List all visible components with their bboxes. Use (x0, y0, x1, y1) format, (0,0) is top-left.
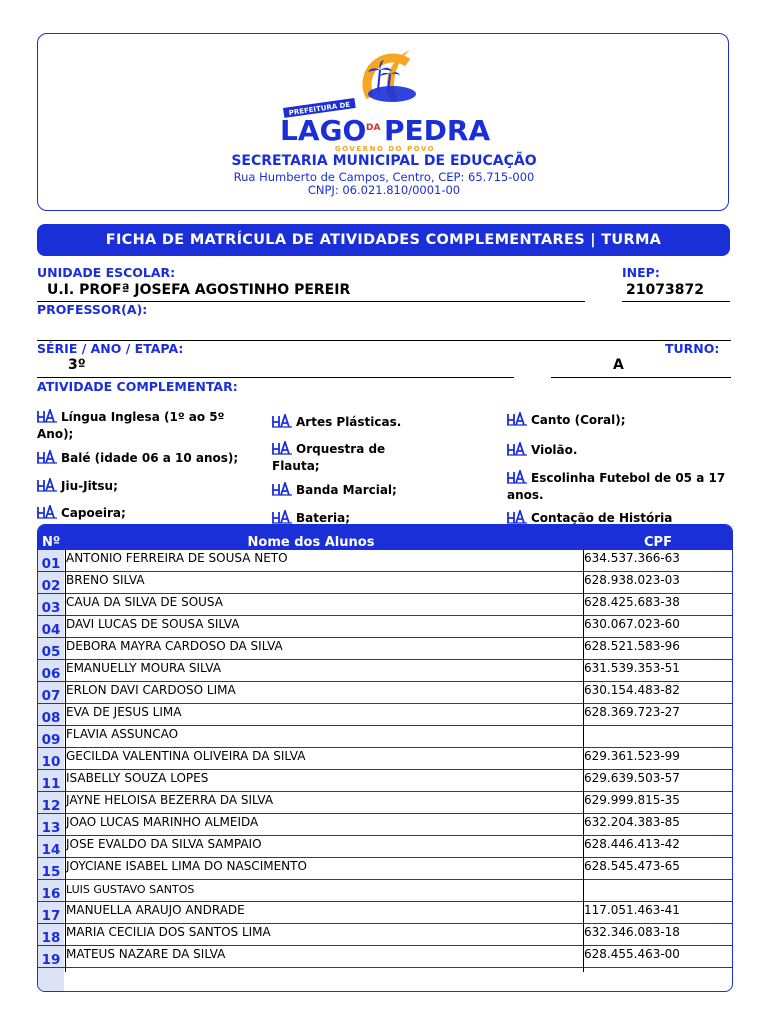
logo-lago-text: LAGO (280, 114, 367, 147)
checkbox-mark-icon (37, 478, 57, 492)
student-name: CAUA DA SILVA DE SOUSA (66, 595, 223, 609)
inep-label: INEP: (622, 265, 660, 280)
activity-canto-coral[interactable] (507, 412, 732, 429)
student-name: BRENO SILVA (66, 573, 145, 587)
table-row (38, 682, 732, 704)
inep-underline (622, 301, 730, 302)
row-number: 03 (41, 600, 61, 616)
row-number: 14 (41, 842, 61, 858)
table-row (38, 616, 732, 638)
row-number: 08 (41, 710, 61, 726)
row-number: 06 (41, 666, 61, 682)
student-name: LUIS GUSTAVO SANTOS (66, 883, 195, 896)
student-name: EVA DE JESUS LIMA (66, 705, 182, 719)
logo-governo-text: GOVERNO DO POVO (334, 145, 436, 153)
table-row (38, 594, 732, 616)
activity-label: Balé (idade 06 a 10 anos); (61, 451, 239, 465)
header-name: Nome dos Alunos (247, 535, 375, 550)
logo-prefeitura-text: PREFEITURA DE (288, 100, 351, 118)
row-number: 10 (41, 754, 61, 770)
activity-label: Banda Marcial; (296, 483, 397, 497)
table-row (38, 638, 732, 660)
student-cpf: 630.154.483-82 (584, 683, 680, 697)
table-row (38, 572, 732, 594)
activity-lingua-inglesa[interactable] (37, 409, 252, 443)
address-text: Rua Humberto de Campos, Centro, CEP: 65.715-000 (233, 170, 535, 184)
student-name: DAVI LUCAS DE SOUSA SILVA (66, 617, 240, 631)
activity-banda-marcial[interactable] (272, 482, 492, 499)
student-name: JOYCIANE ISABEL LIMA DO NASCIMENTO (66, 859, 307, 873)
activity-capoeira[interactable] (37, 505, 252, 522)
student-cpf: 629.361.523-99 (584, 749, 680, 763)
checkbox-mark-icon (37, 505, 57, 519)
student-name: ISABELLY SOUZA LOPES (66, 771, 209, 785)
students-table (37, 524, 733, 992)
student-cpf: 628.446.413-42 (584, 837, 680, 851)
table-row (38, 770, 732, 792)
checkbox-mark-icon (507, 470, 527, 484)
row-number: 15 (41, 864, 61, 880)
checkbox-mark-icon (507, 442, 527, 456)
turno-value: A (613, 357, 624, 373)
checkbox-mark-icon (507, 510, 527, 524)
table-row (38, 858, 732, 880)
turno-underline (551, 377, 731, 378)
inep-value: 21073872 (626, 282, 704, 298)
student-cpf: 628.521.583-96 (584, 639, 680, 653)
column-divider (583, 550, 584, 972)
turno-label: TURNO: (665, 341, 720, 356)
serie-value: 3º (68, 357, 86, 373)
row-number: 17 (41, 908, 61, 924)
student-name: GECILDA VALENTINA OLIVEIRA DA SILVA (66, 749, 306, 763)
student-cpf: 628.425.683-38 (584, 595, 680, 609)
student-name: MATEUS NAZARE DA SILVA (66, 947, 226, 961)
student-name: ERLON DAVI CARDOSO LIMA (66, 683, 236, 697)
student-cpf: 632.346.083-18 (584, 925, 680, 939)
student-name: MARIA CECILIA DOS SANTOS LIMA (66, 925, 271, 939)
row-number: 18 (41, 930, 61, 946)
cnpj-text: CNPJ: 06.021.810/0001-00 (307, 183, 461, 197)
activity-label: Violão. (531, 443, 578, 457)
row-number: 11 (41, 776, 61, 792)
unidade-value: U.I. PROFª JOSEFA AGOSTINHO PEREIR (47, 282, 351, 298)
activity-orquestra-flauta[interactable] (272, 441, 412, 475)
table-row (38, 660, 732, 682)
activity-label: Canto (Coral); (531, 413, 626, 427)
serie-underline (37, 377, 514, 378)
student-cpf: 629.639.503-57 (584, 771, 680, 785)
logo-da-text: DA (366, 123, 381, 133)
activity-label: Jiu-Jitsu; (61, 479, 118, 493)
activity-violao[interactable] (507, 442, 732, 459)
checkbox-mark-icon (272, 414, 292, 428)
activity-label: Escolinha Futebol de 05 a 17 anos. (507, 471, 726, 502)
row-number: 16 (41, 886, 61, 902)
row-number: 12 (41, 798, 61, 814)
professor-label: PROFESSOR(A): (37, 302, 148, 317)
student-name: FLAVIA ASSUNCAO (66, 727, 179, 741)
student-name: EMANUELLY MOURA SILVA (66, 661, 222, 675)
activity-jiu-jitsu[interactable] (37, 478, 252, 495)
serie-label: SÉRIE / ANO / ETAPA: (37, 341, 184, 356)
row-number: 04 (41, 622, 61, 638)
activity-bale[interactable] (37, 450, 267, 467)
header-num: Nº (42, 535, 61, 550)
checkbox-mark-icon (507, 412, 527, 426)
student-cpf: 634.537.366-63 (584, 551, 680, 565)
student-name: JOAO LUCAS MARINHO ALMEIDA (66, 815, 259, 829)
table-row (38, 924, 732, 946)
activity-artes-plasticas[interactable] (272, 414, 492, 431)
table-row (38, 836, 732, 858)
table-row (38, 946, 732, 968)
activity-label: Artes Plásticas. (296, 415, 402, 429)
student-name: DEBORA MAYRA CARDOSO DA SILVA (66, 639, 283, 653)
student-name: JOSE EVALDO DA SILVA SAMPAIO (66, 837, 262, 851)
unidade-label: UNIDADE ESCOLAR: (37, 265, 176, 280)
student-cpf: 629.999.815-35 (584, 793, 680, 807)
column-divider (65, 550, 66, 972)
row-number: 02 (41, 578, 61, 594)
student-name: ANTONIO FERREIRA DE SOUSA NETO (66, 551, 288, 565)
row-number: 05 (41, 644, 61, 660)
checkbox-mark-icon (272, 482, 292, 496)
student-name: JAYNE HELOISA BEZERRA DA SILVA (66, 793, 274, 807)
checkbox-mark-icon (37, 409, 57, 423)
activity-label: Orquestra de Flauta; (272, 442, 386, 473)
student-cpf: 628.938.023-03 (584, 573, 680, 587)
row-number: 01 (41, 556, 61, 572)
row-number: 13 (41, 820, 61, 836)
header-cpf: CPF (644, 535, 672, 550)
activity-label: Capoeira; (61, 506, 126, 520)
student-cpf: 117.051.463-41 (584, 903, 680, 917)
activity-label: Contação de História (531, 511, 673, 525)
table-row (38, 550, 732, 572)
activity-label: Bateria; (296, 511, 351, 525)
row-number: 09 (41, 732, 61, 748)
table-row (38, 726, 732, 748)
student-cpf: 630.067.023-60 (584, 617, 680, 631)
table-row (38, 792, 732, 814)
table-row (38, 814, 732, 836)
student-cpf: 628.545.473-65 (584, 859, 680, 873)
student-cpf: 631.539.353-51 (584, 661, 680, 675)
student-cpf: 628.369.723-27 (584, 705, 680, 719)
row-number: 19 (41, 952, 61, 968)
activity-label: Língua Inglesa (1º ao 5º Ano); (37, 410, 225, 441)
student-cpf: 628.455.463-00 (584, 947, 680, 961)
table-row (38, 902, 732, 924)
checkbox-mark-icon (272, 510, 292, 524)
prefeitura-logo (280, 44, 490, 156)
student-cpf: 632.204.383-85 (584, 815, 680, 829)
student-name: MANUELLA ARAUJO ANDRADE (66, 903, 245, 917)
logo-pedra-text: PEDRA (384, 114, 490, 147)
row-number: 07 (41, 688, 61, 704)
activity-escolinha-futebol[interactable] (507, 470, 732, 504)
table-row (38, 880, 732, 902)
secretaria-title: SECRETARIA MUNICIPAL DE EDUCAÇÃO (231, 153, 537, 169)
table-body (38, 550, 732, 968)
form-title: FICHA DE MATRÍCULA DE ATIVIDADES COMPLEMENTARES | TURMA (37, 224, 730, 256)
table-row (38, 748, 732, 770)
checkbox-mark-icon (37, 450, 57, 464)
checkbox-mark-icon (272, 441, 292, 455)
table-row (38, 704, 732, 726)
atividade-label: ATIVIDADE COMPLEMENTAR: (37, 379, 238, 394)
table-header (38, 525, 732, 550)
